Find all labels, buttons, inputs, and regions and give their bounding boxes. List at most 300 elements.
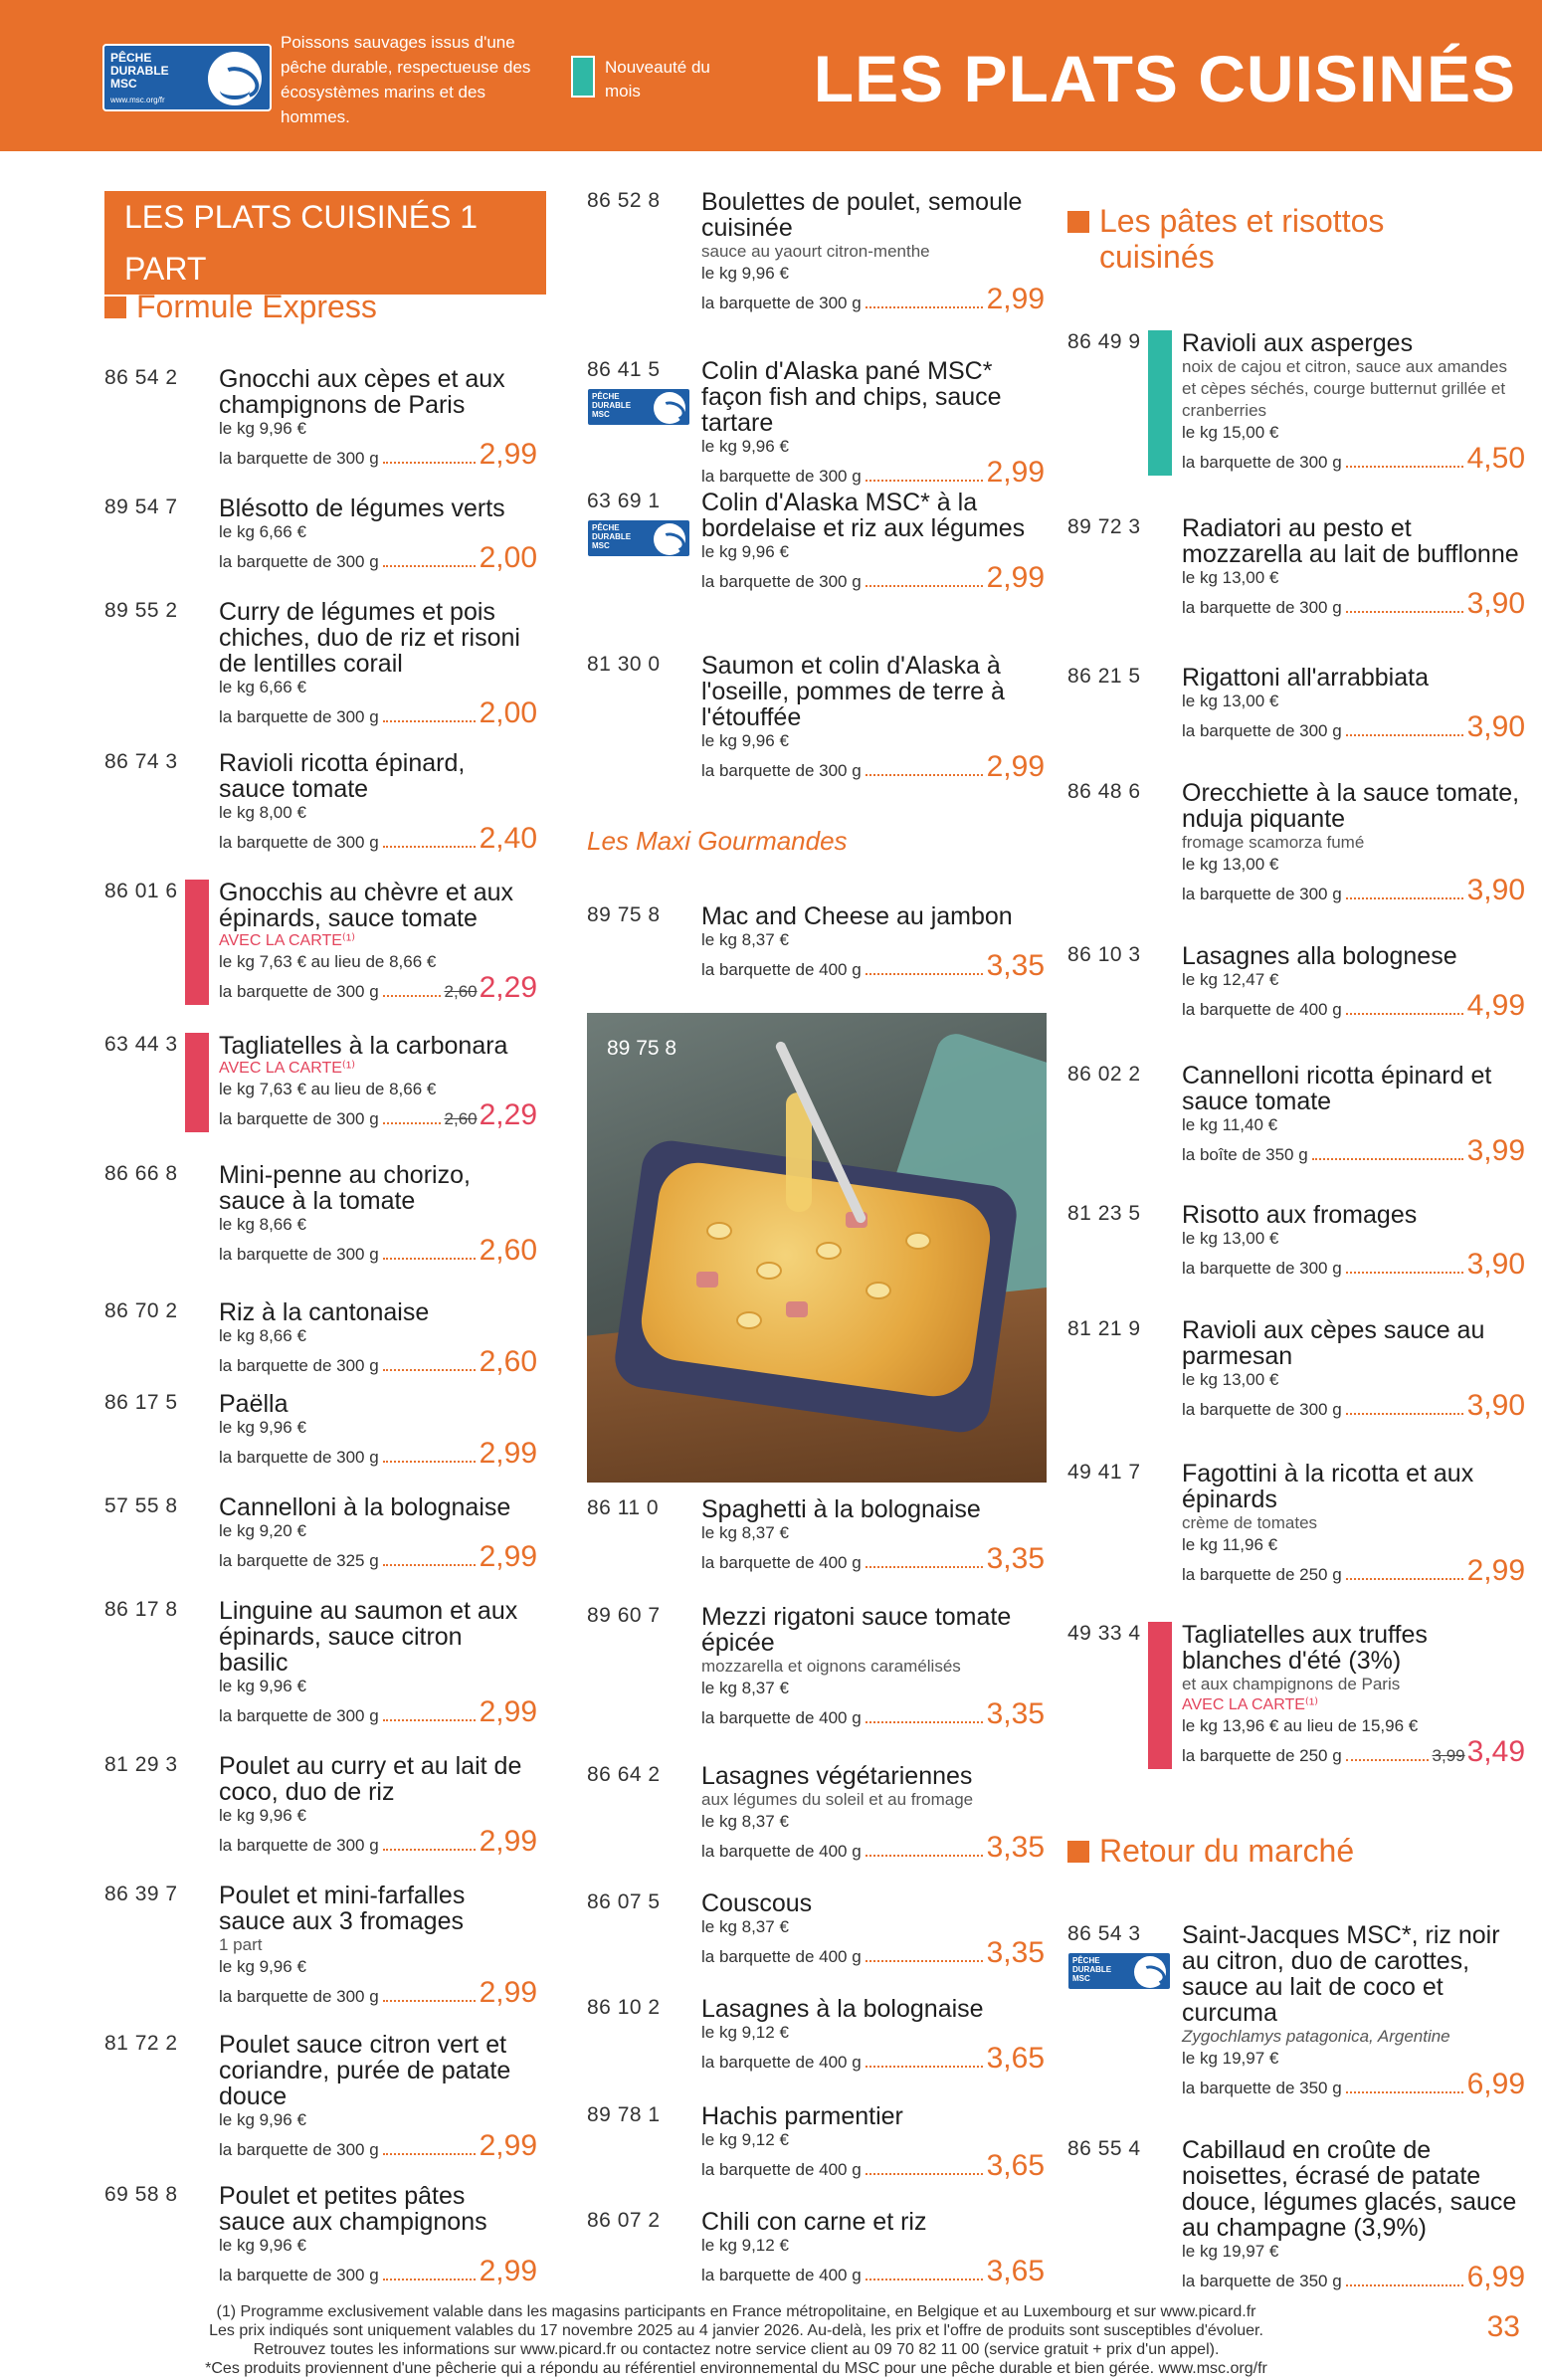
product-name: Lasagnes alla bolognese xyxy=(1182,942,1457,970)
price-per-kg: le kg 9,96 € xyxy=(219,1418,306,1437)
product-price: 3,90 xyxy=(1466,587,1525,620)
promo-bar xyxy=(185,1033,209,1132)
portion-label: la barquette de 300 g xyxy=(219,982,379,1001)
product-description: fromage scamorza fumé xyxy=(1182,833,1365,852)
product-code: 81 29 3 xyxy=(104,1753,178,1776)
product-name: Curry de légumes et pois chiches, duo de riz et risoni de lentilles corail xyxy=(219,598,520,678)
dot-leader xyxy=(1346,1578,1463,1580)
product-body xyxy=(701,189,1045,316)
msc-fish-icon xyxy=(1134,1956,1166,1988)
product-price: 2,99 xyxy=(479,1825,537,1858)
product-price: 2,40 xyxy=(479,822,537,855)
dot-leader xyxy=(383,2279,476,2281)
price-per-kg: le kg 9,12 € xyxy=(701,2023,789,2042)
new-product-bar xyxy=(1148,330,1172,476)
product-price: 3,90 xyxy=(1466,874,1525,906)
price-per-kg: le kg 8,37 € xyxy=(701,1679,789,1697)
product-body xyxy=(1182,1317,1525,1423)
dot-leader xyxy=(383,2153,476,2155)
product-name: Radiatori au pesto et mozzarella au lait de bufflonne xyxy=(1182,514,1519,568)
product-body xyxy=(701,490,1045,595)
dot-leader xyxy=(1346,1413,1463,1415)
portion-label: la barquette de 300 g xyxy=(219,1356,379,1375)
product-name: Spaghetti à la bolognaise xyxy=(701,1495,981,1523)
product-name: Hachis parmentier xyxy=(701,2102,903,2130)
product-price: 3,99 xyxy=(1466,1134,1525,1167)
portion-price-row xyxy=(219,2257,537,2288)
portion-price-row xyxy=(219,543,537,575)
product-price: 2,99 xyxy=(986,456,1045,489)
portion-price-row xyxy=(219,1100,537,1132)
product-photo-mac-cheese xyxy=(587,1013,1047,1483)
msc-badge-icon xyxy=(587,388,690,426)
price-per-kg: le kg 13,00 € xyxy=(1182,692,1279,710)
product-code: 86 41 5 xyxy=(587,358,661,381)
page-title: LES PLATS CUISINÉS xyxy=(813,42,1516,115)
dot-leader xyxy=(1346,1013,1463,1015)
product-body xyxy=(219,599,537,730)
product-body xyxy=(219,2183,537,2288)
product-name: Colin d'Alaska pané MSC* façon fish and chips, sauce tartare xyxy=(701,357,1002,437)
product-description: et aux champignons de Paris xyxy=(1182,1675,1401,1693)
product-code: 69 58 8 xyxy=(104,2183,178,2206)
portion-price-row xyxy=(701,2151,1045,2183)
section-square-icon xyxy=(1067,211,1089,233)
product-code: 81 72 2 xyxy=(104,2032,178,2055)
dot-leader xyxy=(866,585,983,587)
dot-leader xyxy=(866,1855,983,1857)
product-price: 2,60 xyxy=(479,1234,537,1267)
product-name: Tagliatelles aux truffes blanches d'été (3%) xyxy=(1182,1621,1428,1675)
product-price: 3,65 xyxy=(986,2042,1045,2075)
portion-price-row xyxy=(701,285,1045,316)
portion-price-row xyxy=(219,1542,537,1574)
portion-price-row xyxy=(1182,876,1525,907)
product-body xyxy=(1182,1461,1525,1588)
dot-leader xyxy=(383,565,476,567)
product-price: 2,00 xyxy=(479,696,537,729)
new-swatch-icon xyxy=(571,56,595,98)
dot-leader xyxy=(866,2066,983,2068)
dot-leader xyxy=(1312,1158,1463,1160)
portion-price-row xyxy=(701,1544,1045,1576)
product-price: 3,35 xyxy=(986,1936,1045,1969)
section-square-icon xyxy=(104,297,126,318)
product-code: 86 54 2 xyxy=(104,366,178,389)
product-body xyxy=(1182,1622,1525,1769)
portion-price-row xyxy=(219,1236,537,1268)
price-per-kg: le kg 8,66 € xyxy=(219,1215,306,1234)
product-description: aux légumes du soleil et au fromage xyxy=(701,1790,974,1809)
portion-label: la barquette de 300 g xyxy=(219,2266,379,2284)
dot-leader xyxy=(866,1721,983,1723)
product-body xyxy=(219,1883,537,2010)
product-code: 81 21 9 xyxy=(1067,1317,1141,1340)
product-body xyxy=(1182,1202,1525,1282)
dot-leader xyxy=(383,995,441,997)
portion-label: la barquette de 325 g xyxy=(219,1551,379,1570)
product-body xyxy=(701,358,1045,490)
photo-pasta xyxy=(816,1242,842,1260)
price-per-kg: le kg 9,96 € xyxy=(701,542,789,561)
section-formule-express-label: Formule Express xyxy=(136,289,377,324)
portion-price-row xyxy=(219,1697,537,1729)
msc-badge-icon xyxy=(587,519,690,557)
section-pates-risottos xyxy=(1067,203,1465,275)
product-name: Poulet sauce citron vert et coriandre, purée de patate douce xyxy=(219,2031,511,2110)
portion-price-row xyxy=(219,698,537,730)
msc-logo-text: PÊCHE DURABLE MSC xyxy=(110,51,169,91)
product-body xyxy=(219,1162,537,1268)
product-code: 89 54 7 xyxy=(104,496,178,518)
price-per-kg: le kg 9,96 € xyxy=(219,1957,306,1976)
portion-price-row xyxy=(1182,2070,1525,2101)
product-name: Couscous xyxy=(701,1889,813,1917)
dot-leader xyxy=(1346,734,1463,736)
product-code: 86 11 0 xyxy=(587,1496,660,1519)
product-code: 63 69 1 xyxy=(587,490,661,512)
portion-label: la barquette de 400 g xyxy=(701,1947,862,1966)
msc-badge-text: PÊCHE DURABLE MSC xyxy=(1072,1956,1112,1983)
section-maxi-gourmandes: Les Maxi Gourmandes xyxy=(587,826,848,856)
product-body xyxy=(701,1763,1045,1865)
price-per-kg: le kg 7,63 € au lieu de 8,66 € xyxy=(219,952,437,971)
portion-label: la barquette de 400 g xyxy=(1182,1000,1342,1019)
product-price: 2,99 xyxy=(479,1976,537,2009)
price-per-kg: le kg 9,96 € xyxy=(219,2110,306,2129)
product-name: Boulettes de poulet, semoule cuisinée xyxy=(701,188,1023,242)
product-code: 57 55 8 xyxy=(104,1494,178,1517)
section-pates-risottos-label: Les pâtes et risottos cuisinés xyxy=(1099,203,1385,275)
price-per-kg: le kg 6,66 € xyxy=(219,522,306,541)
dot-leader xyxy=(866,2279,983,2281)
price-per-kg: le kg 9,12 € xyxy=(701,2236,789,2255)
product-code: 81 23 5 xyxy=(1067,1202,1141,1225)
product-code: 86 07 5 xyxy=(587,1890,661,1913)
product-name: Gnocchi aux cèpes et aux champignons de Paris xyxy=(219,365,505,419)
portion-label: la barquette de 300 g xyxy=(219,833,379,852)
product-code: 89 78 1 xyxy=(587,2103,661,2126)
product-name: Mini-penne au chorizo, sauce à la tomate xyxy=(219,1161,471,1215)
product-body xyxy=(701,2209,1045,2288)
portion-label: la barquette de 300 g xyxy=(219,1109,379,1128)
product-code: 86 66 8 xyxy=(104,1162,178,1185)
product-code: 89 75 8 xyxy=(587,903,661,926)
msc-badge-text: PÊCHE DURABLE MSC xyxy=(592,523,632,550)
product-body xyxy=(1182,515,1525,621)
portion-label: la barquette de 300 g xyxy=(701,467,862,486)
product-price: 6,99 xyxy=(1466,2068,1525,2100)
product-name: Risotto aux fromages xyxy=(1182,1201,1418,1229)
product-name: Poulet au curry et au lait de coco, duo de riz xyxy=(219,1752,522,1806)
portion-label: la barquette de 300 g xyxy=(219,707,379,726)
price-per-kg: le kg 13,00 € xyxy=(1182,1370,1279,1389)
product-body xyxy=(219,880,537,1005)
product-name: Tagliatelles à la carbonara xyxy=(219,1032,508,1060)
price-per-kg: le kg 9,12 € xyxy=(701,2130,789,2149)
price-per-kg: le kg 19,97 € xyxy=(1182,2242,1279,2261)
photo-pasta xyxy=(866,1282,891,1299)
dot-leader xyxy=(866,2173,983,2175)
product-price: 3,49 xyxy=(1466,1735,1525,1768)
product-price: 2,99 xyxy=(479,2129,537,2162)
product-description: 1 part xyxy=(219,1935,263,1954)
price-per-kg: le kg 13,00 € xyxy=(1182,855,1279,874)
portion-price-row xyxy=(701,951,1045,983)
product-code: 86 17 8 xyxy=(104,1598,178,1621)
photo-pasta xyxy=(706,1222,732,1240)
price-per-kg: le kg 7,63 € au lieu de 8,66 € xyxy=(219,1080,437,1098)
msc-badge-icon xyxy=(1067,1952,1171,1990)
product-code: 89 60 7 xyxy=(587,1604,661,1627)
product-code: 86 01 6 xyxy=(104,880,178,902)
portion-price-row xyxy=(701,2257,1045,2288)
dot-leader xyxy=(1346,466,1463,468)
portion-price-row xyxy=(1182,444,1525,476)
portion-price-row xyxy=(1182,991,1525,1023)
portion-label: la barquette de 300 g xyxy=(219,1448,379,1467)
price-per-kg: le kg 8,00 € xyxy=(219,803,306,822)
portion-label: la barquette de 300 g xyxy=(701,294,862,312)
portion-label: la barquette de 400 g xyxy=(701,1708,862,1727)
price-per-kg: le kg 9,96 € xyxy=(701,437,789,456)
portion-label: la barquette de 400 g xyxy=(701,2053,862,2072)
portion-price-row xyxy=(701,1938,1045,1970)
product-name: Saumon et colin d'Alaska à l'oseille, pommes de terre à l'étouffée xyxy=(701,652,1005,731)
portion-label: la barquette de 300 g xyxy=(219,1836,379,1855)
product-price: 3,35 xyxy=(986,1831,1045,1864)
product-code: 63 44 3 xyxy=(104,1033,178,1056)
product-name: Gnocchis au chèvre et aux épinards, sauce tomate xyxy=(219,879,513,932)
footer-line-4: *Ces produits proviennent d'une pêcherie qui a répondu au référentiel environnemental du MSC pour une pêche durable et bien gérée. www.msc.org/fr xyxy=(205,2360,1267,2377)
portion-price-row xyxy=(219,440,537,472)
portion-label: la barquette de 300 g xyxy=(1182,721,1342,740)
price-per-kg: le kg 8,37 € xyxy=(701,930,789,949)
section-retour-marche xyxy=(1067,1833,1354,1869)
msc-fish-icon xyxy=(208,52,262,105)
price-per-kg: le kg 13,00 € xyxy=(1182,1229,1279,1248)
product-price: 2,99 xyxy=(479,438,537,471)
photo-pasta xyxy=(905,1232,931,1250)
product-price: 3,35 xyxy=(986,1697,1045,1730)
product-name: Riz à la cantonaise xyxy=(219,1298,430,1326)
price-per-kg: le kg 11,96 € xyxy=(1182,1535,1278,1554)
portion-price-row xyxy=(701,563,1045,595)
dot-leader xyxy=(383,1564,476,1566)
portion-price-row xyxy=(701,752,1045,784)
msc-fish-icon xyxy=(654,523,685,555)
product-price: 4,99 xyxy=(1466,989,1525,1022)
price-per-kg: le kg 9,96 € xyxy=(701,731,789,750)
page-number: 33 xyxy=(1486,2310,1520,2343)
dot-leader xyxy=(1346,897,1463,899)
product-name: Blésotto de légumes verts xyxy=(219,495,505,522)
dot-leader xyxy=(383,2000,476,2002)
product-price: 3,65 xyxy=(986,2149,1045,2182)
portion-price-row xyxy=(1182,2263,1525,2294)
product-description: mozzarella et oignons caramélisés xyxy=(701,1657,961,1676)
product-body xyxy=(701,1604,1045,1731)
photo-ham xyxy=(786,1301,808,1317)
product-body xyxy=(219,1391,537,1471)
product-price: 3,35 xyxy=(986,949,1045,982)
portion-label: la barquette de 300 g xyxy=(219,1706,379,1725)
photo-product-code: 89 75 8 xyxy=(607,1037,677,1060)
portion-price-row xyxy=(701,1833,1045,1865)
portion-label: la barquette de 300 g xyxy=(219,1245,379,1264)
product-code: 86 64 2 xyxy=(587,1763,661,1786)
dot-leader xyxy=(1346,2284,1463,2286)
portion-label: la barquette de 250 g xyxy=(1182,1565,1342,1584)
price-per-kg: le kg 19,97 € xyxy=(1182,2049,1279,2068)
product-body xyxy=(701,653,1045,784)
product-code: 86 10 2 xyxy=(587,1996,661,2019)
dot-leader xyxy=(383,1461,476,1463)
dot-leader xyxy=(383,1719,476,1721)
portion-label: la barquette de 300 g xyxy=(219,1987,379,2006)
price-per-kg: le kg 8,37 € xyxy=(701,1917,789,1936)
portion-price-row xyxy=(1182,1250,1525,1282)
product-name: Poulet et mini-farfalles sauce aux 3 fromages xyxy=(219,1882,466,1935)
footer-notes xyxy=(0,2302,1472,2378)
product-description: noix de cajou et citron, sauce aux amandes et cèpes séchés, courge butternut grillée et cranberries xyxy=(1182,357,1507,420)
product-body xyxy=(219,750,537,856)
product-name: Orecchiette à la sauce tomate, nduja piquante xyxy=(1182,779,1520,833)
product-body xyxy=(219,1494,537,1574)
product-code: 86 70 2 xyxy=(104,1299,178,1322)
price-per-kg: le kg 9,20 € xyxy=(219,1521,306,1540)
product-body xyxy=(1182,1922,1525,2101)
msc-logo xyxy=(102,44,272,111)
header-info-text: Poissons sauvages issus d'une pêche durable, respectueuse des écosystèmes marins et des hommes. xyxy=(281,33,531,126)
product-price: 2,99 xyxy=(986,750,1045,783)
product-body xyxy=(219,366,537,472)
msc-logo-url: www.msc.org/fr xyxy=(110,96,165,104)
product-price: 2,60 xyxy=(479,1345,537,1378)
old-price: 2,60 xyxy=(444,982,478,1001)
portion-label: la barquette de 350 g xyxy=(1182,2272,1342,2290)
product-name: Cabillaud en croûte de noisettes, écrasé de patate douce, légumes glacés, sauce au champagne (3,9%) xyxy=(1182,2136,1517,2242)
portion-label: la barquette de 300 g xyxy=(219,449,379,468)
dot-leader xyxy=(866,480,983,482)
footer-line-3: Retrouvez toutes les informations sur www.picard.fr ou contactez notre service client au 09 70 82 11 00 (service gratuit + prix d'un appel). xyxy=(253,2341,1220,2358)
photo-ham xyxy=(696,1272,718,1288)
product-name: Fagottini à la ricotta et aux épinards xyxy=(1182,1460,1474,1513)
dot-leader xyxy=(383,1122,441,1124)
product-body xyxy=(219,1033,537,1132)
product-name: Cannelloni à la bolognaise xyxy=(219,1493,511,1521)
loyalty-card-label: AVEC LA CARTE⁽¹⁾ xyxy=(1182,1696,1319,1713)
dot-leader xyxy=(383,1849,476,1851)
product-price: 2,99 xyxy=(479,1695,537,1728)
product-code: 89 72 3 xyxy=(1067,515,1141,538)
price-per-kg: le kg 6,66 € xyxy=(219,678,306,696)
price-per-kg: le kg 9,96 € xyxy=(219,1677,306,1695)
price-per-kg: le kg 13,00 € xyxy=(1182,568,1279,587)
price-per-kg: le kg 12,47 € xyxy=(1182,970,1279,989)
dot-leader xyxy=(383,1369,476,1371)
product-name: Saint-Jacques MSC*, riz noir au citron, duo de carottes, sauce au lait de coco et curcuma xyxy=(1182,1921,1500,2027)
product-body xyxy=(219,2032,537,2163)
portion-price-row xyxy=(1182,712,1525,744)
portion-price-row xyxy=(1182,1737,1525,1769)
portion-price-row xyxy=(1182,1556,1525,1588)
portion-price-row xyxy=(219,973,537,1005)
portion-label: la barquette de 300 g xyxy=(1182,1400,1342,1419)
product-code: 86 17 5 xyxy=(104,1391,178,1414)
product-name: Ravioli aux cèpes sauce au parmesan xyxy=(1182,1316,1485,1370)
portion-price-row xyxy=(701,2044,1045,2076)
portion-label: la barquette de 400 g xyxy=(701,1553,862,1572)
product-code: 86 55 4 xyxy=(1067,2137,1141,2160)
price-per-kg: le kg 11,40 € xyxy=(1182,1115,1278,1134)
product-description: Zygochlamys patagonica, Argentine xyxy=(1182,2027,1450,2046)
product-name: Mezzi rigatoni sauce tomate épicée xyxy=(701,1603,1012,1657)
portion-label: la boîte de 350 g xyxy=(1182,1145,1308,1164)
product-price: 3,90 xyxy=(1466,1248,1525,1281)
portion-label: la barquette de 300 g xyxy=(1182,885,1342,903)
section-square-icon xyxy=(1067,1841,1089,1863)
portion-label: la barquette de 250 g xyxy=(1182,1746,1342,1765)
product-body xyxy=(219,496,537,575)
section-formule-express xyxy=(104,289,377,324)
product-description: sauce au yaourt citron-menthe xyxy=(701,242,930,261)
product-price: 2,99 xyxy=(479,1540,537,1573)
portion-label: la barquette de 300 g xyxy=(1182,598,1342,617)
price-per-kg: le kg 9,96 € xyxy=(219,2236,306,2255)
product-name: Cannelloni ricotta épinard et sauce tomate xyxy=(1182,1062,1492,1115)
product-body xyxy=(219,1299,537,1379)
portion-label: la barquette de 400 g xyxy=(701,2266,862,2284)
product-code: 86 39 7 xyxy=(104,1883,178,1905)
photo-pasta xyxy=(756,1262,782,1280)
product-body xyxy=(219,1598,537,1729)
product-price: 2,99 xyxy=(479,1437,537,1470)
portion-price-row xyxy=(1182,1391,1525,1423)
portion-price-row xyxy=(219,1827,537,1859)
dot-leader xyxy=(866,774,983,776)
portion-label: la barquette de 300 g xyxy=(219,552,379,571)
portion-price-row xyxy=(1182,589,1525,621)
product-price: 2,29 xyxy=(479,971,537,1004)
portion-price-row xyxy=(219,1439,537,1471)
product-code: 86 54 3 xyxy=(1067,1922,1141,1945)
footer-line-2: Les prix indiqués sont uniquement valables du 17 novembre 2025 au 4 janvier 2026. Au-delà, les prix et l'offre de produits sont susceptibles d'évoluer. xyxy=(209,2322,1263,2339)
price-per-kg: le kg 9,96 € xyxy=(219,419,306,438)
product-code: 81 30 0 xyxy=(587,653,661,676)
product-body xyxy=(1182,2137,1525,2294)
product-price: 3,35 xyxy=(986,1542,1045,1575)
product-name: Lasagnes végétariennes xyxy=(701,1762,973,1790)
price-per-kg: le kg 8,37 € xyxy=(701,1812,789,1831)
product-name: Lasagnes à la bolognaise xyxy=(701,1995,984,2023)
price-per-kg: le kg 8,37 € xyxy=(701,1523,789,1542)
product-code: 86 21 5 xyxy=(1067,665,1141,688)
product-name: Colin d'Alaska MSC* à la bordelaise et riz aux légumes xyxy=(701,489,1026,542)
portion-price-row xyxy=(219,2131,537,2163)
old-price: 2,60 xyxy=(444,1109,478,1128)
loyalty-card-label: AVEC LA CARTE⁽¹⁾ xyxy=(219,1060,356,1077)
product-body xyxy=(1182,330,1525,476)
old-price: 3,99 xyxy=(1432,1746,1465,1765)
price-per-kg: le kg 9,96 € xyxy=(701,264,789,283)
portion-label: la barquette de 300 g xyxy=(1182,1259,1342,1278)
product-description: crème de tomates xyxy=(1182,1513,1318,1532)
product-price: 2,29 xyxy=(479,1098,537,1131)
portion-price-row xyxy=(701,1699,1045,1731)
portion-price-row xyxy=(219,1347,537,1379)
product-body xyxy=(701,903,1045,983)
